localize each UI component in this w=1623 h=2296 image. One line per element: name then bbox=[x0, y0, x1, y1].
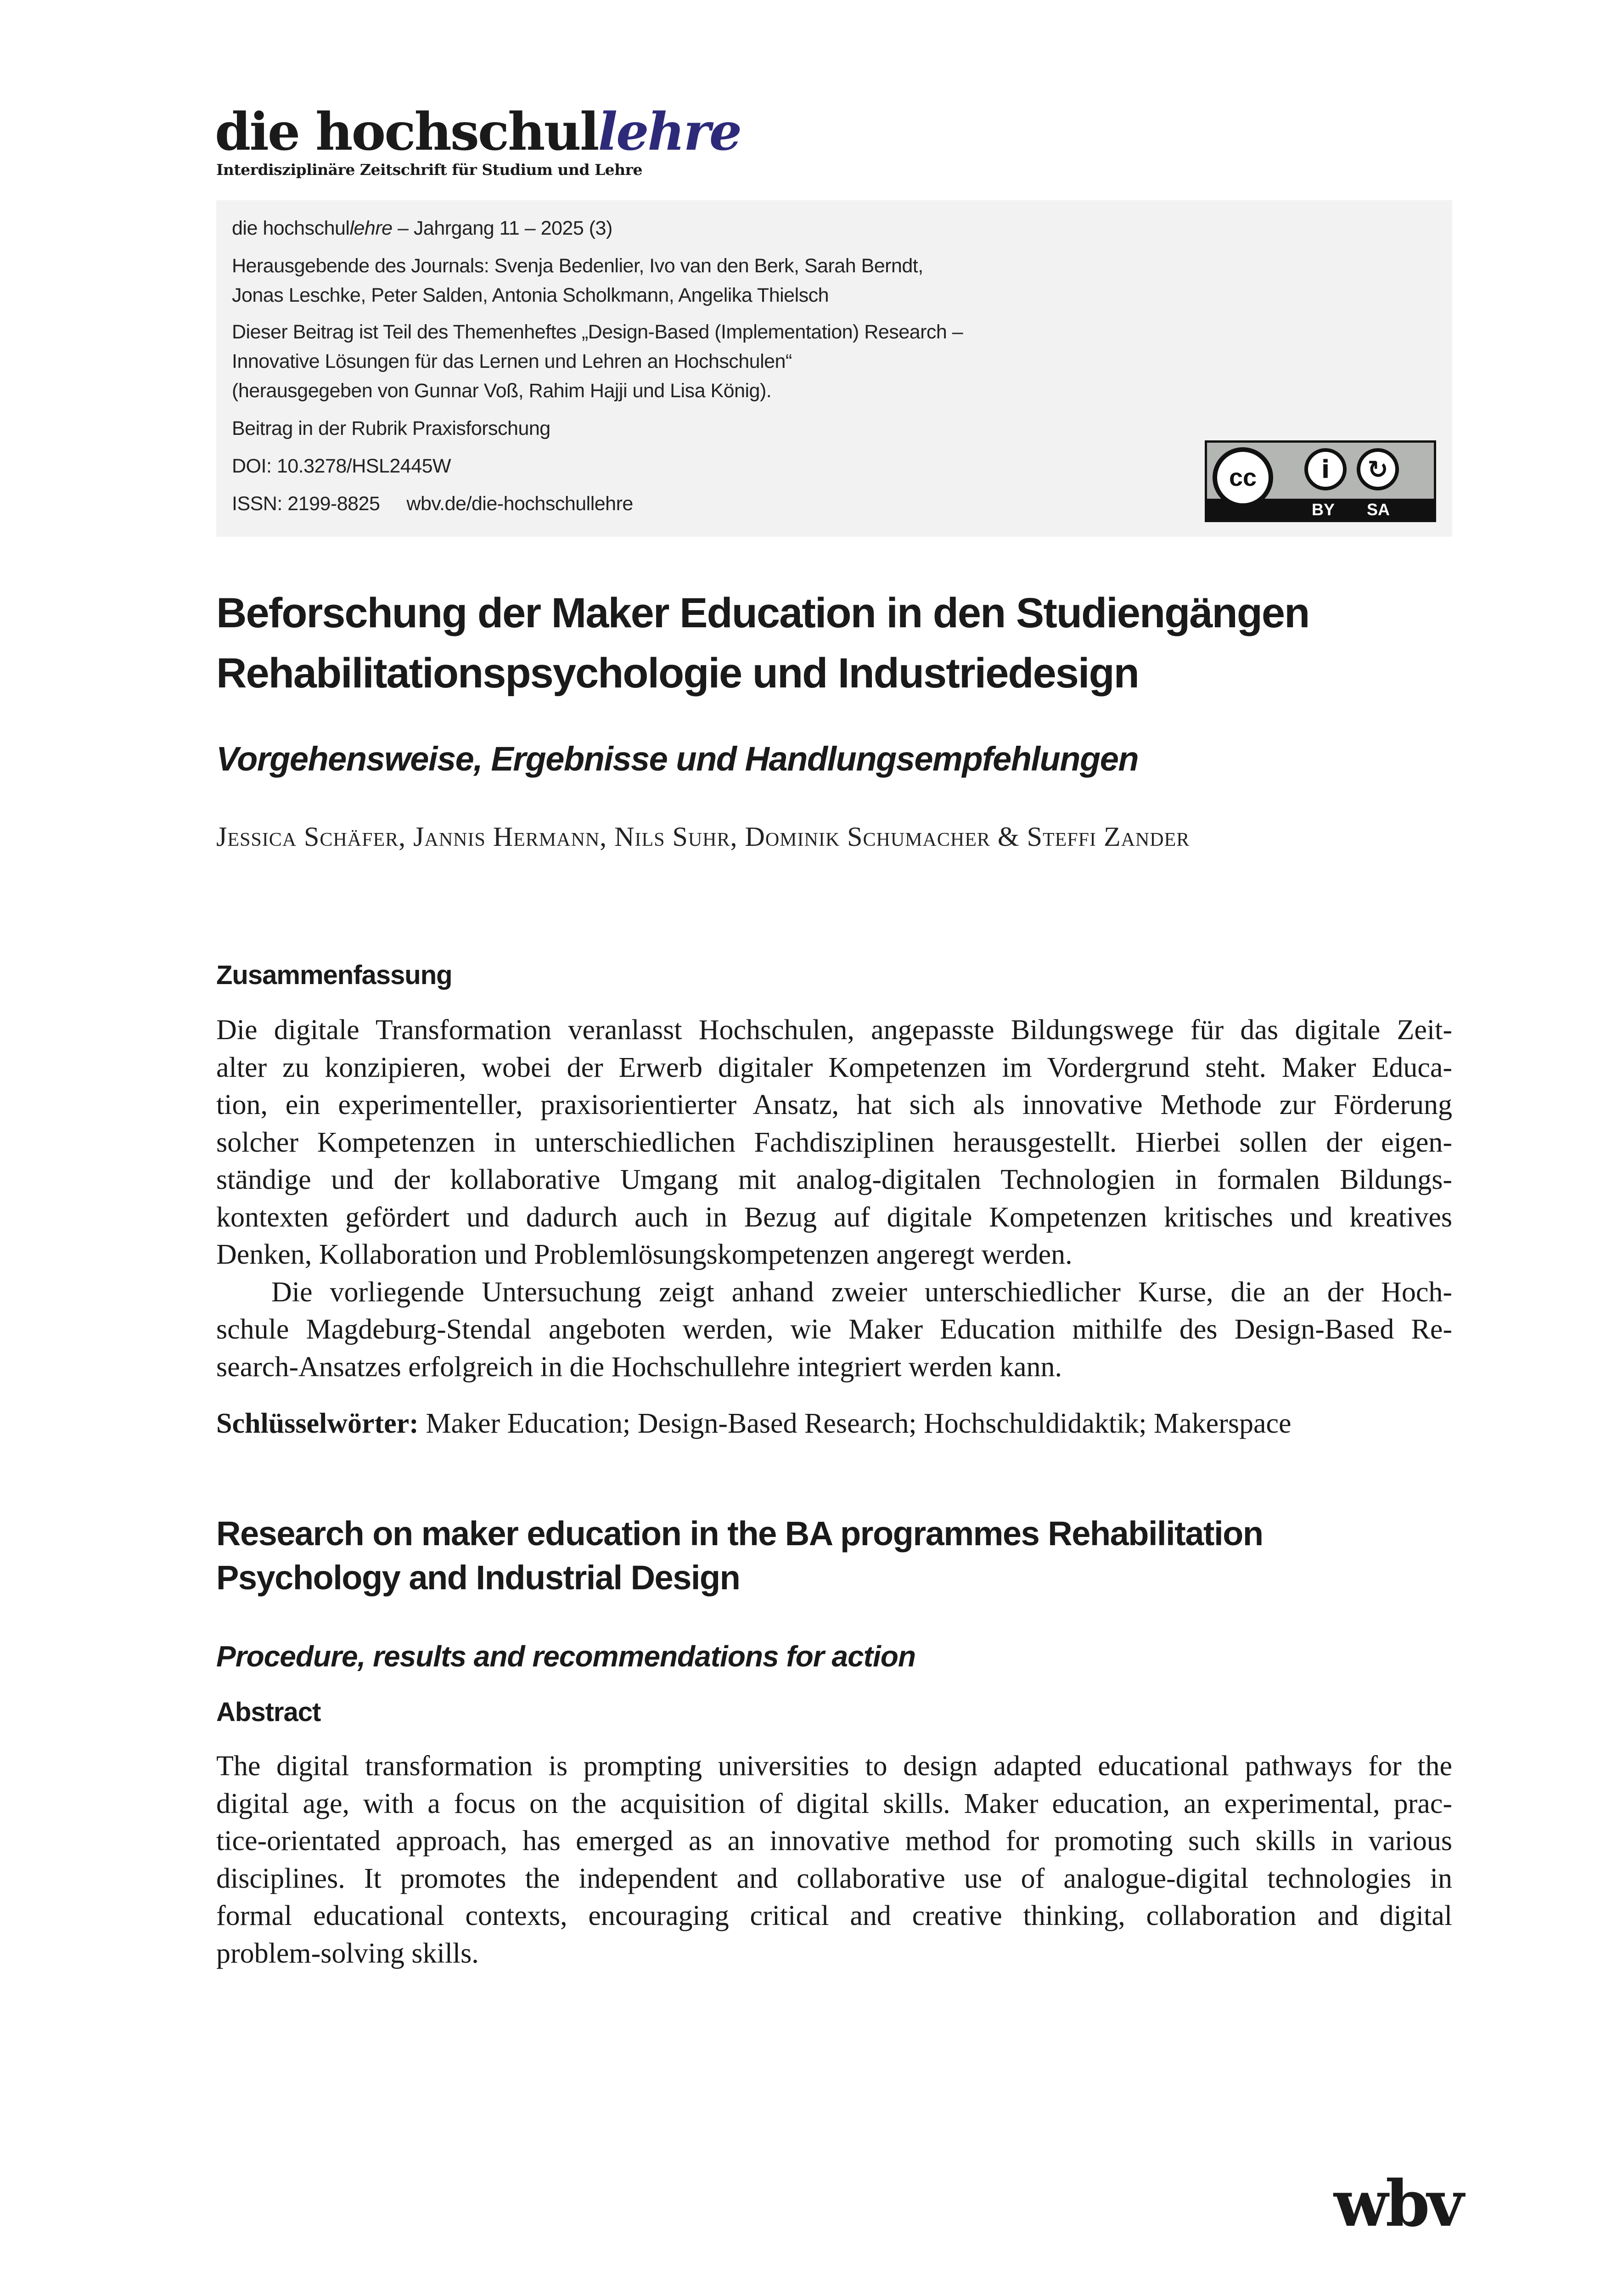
text-line: Die digitale Transformation veranlasst Hochschulen, angepasste Bildungswege für das digitale Zeit- bbox=[216, 1014, 1452, 1046]
text-line: digital age, with a focus on the acquisition of digital skills. Maker education, an experimental, prac- bbox=[216, 1788, 1452, 1819]
text-line: Die vorliegende Untersuchung zeigt anhand zweier unterschiedlicher Kurse, die an der Hoch- bbox=[271, 1276, 1452, 1308]
journal-url-link[interactable]: wbv.de/die-hochschullehre bbox=[406, 493, 633, 515]
article-subtitle: Vorgehensweise, Ergebnisse und Handlungsempfehlungen bbox=[216, 740, 1139, 778]
text-line: The digital transformation is prompting universities to design adapted educational pathways for the bbox=[216, 1750, 1452, 1782]
sa-label: SA bbox=[1367, 500, 1390, 519]
journal-info-box bbox=[216, 200, 1452, 537]
text-line: alter zu konzipieren, wobei der Erwerb digitaler Kompetenzen im Vordergrund steht. Maker Educa- bbox=[216, 1052, 1452, 1083]
english-title bbox=[216, 1512, 1263, 1600]
issue-line bbox=[232, 219, 612, 238]
text-line: formal educational contexts, encouraging critical and creative thinking, collaboration and digital bbox=[216, 1900, 1452, 1931]
text-line: kontexten gefördert und dadurch auch in Bezug auf digitale Kompetenzen kritisches und kreatives bbox=[216, 1201, 1452, 1233]
issue-volume: – Jahrgang 11 – 2025 (3) bbox=[392, 217, 612, 239]
english-title-line: Research on maker education in the BA programmes Rehabilitation bbox=[216, 1514, 1263, 1553]
text-line: disciplines. It promotes the independent and collaborative use of analogue-digital technologies in bbox=[216, 1863, 1452, 1894]
theme-line-3: (herausgegeben von Gunnar Voß, Rahim Hajji und Lisa König). bbox=[232, 380, 772, 402]
text-line: problem-solving skills. bbox=[216, 1937, 479, 1969]
text-line: search-Ansatzes erfolgreich in die Hochschullehre integriert werden kann. bbox=[216, 1351, 1062, 1383]
text-line: solcher Kompetenzen in unterschiedlichen Fachdisziplinen herausgestellt. Hierbei sollen der eigen- bbox=[216, 1126, 1452, 1158]
doi[interactable]: DOI: 10.3278/HSL2445W bbox=[232, 455, 451, 477]
editors-line-2: Jonas Leschke, Peter Salden, Antonia Scholkmann, Angelika Thielsch bbox=[232, 284, 829, 306]
keywords-list: Maker Education; Design-Based Research; Hochschuldidaktik; Makerspace bbox=[418, 1408, 1292, 1439]
authors: Jessica Schäfer, Jannis Hermann, Nils Suhr, Dominik Schumacher & Steffi Zander bbox=[216, 822, 1190, 852]
text-line: tion, ein experimenteller, praxisorientierter Ansatz, hat sich als innovative Methode zur Förderung bbox=[216, 1089, 1452, 1120]
zusammenfassung-body bbox=[216, 1012, 1452, 1386]
cc-by-sa-license-badge[interactable] bbox=[1205, 440, 1436, 522]
keywords-label: Schlüsselwörter: bbox=[216, 1408, 419, 1439]
article-title-line: Rehabilitationspsychologie und Industriedesign bbox=[216, 650, 1139, 697]
text-line: schule Magdeburg-Stendal angeboten werden, wie Maker Education mithilfe des Design-Based Re- bbox=[216, 1314, 1452, 1345]
share-alike-icon: ↻ bbox=[1357, 448, 1399, 490]
text-line: tice-orientated approach, has emerged as an innovative method for promoting such skills in various bbox=[216, 1825, 1452, 1857]
theme-line-2: Innovative Lösungen für das Lernen und Lehren an Hochschulen“ bbox=[232, 350, 792, 372]
issn: ISSN: 2199-8825 bbox=[232, 493, 380, 515]
journal-subtitle: Interdisziplinäre Zeitschrift für Studium und Lehre bbox=[216, 161, 643, 179]
article-title-line: Beforschung der Maker Education in den Studiengängen bbox=[216, 590, 1309, 636]
cc-icon: cc bbox=[1213, 447, 1273, 508]
english-subtitle: Procedure, results and recommendations for action bbox=[216, 1640, 915, 1673]
text-line: Denken, Kollaboration und Problemlösungskompetenzen angeregt werden. bbox=[216, 1239, 1073, 1270]
editors-line-1: Herausgebende des Journals: Svenja Bedenlier, Ivo van den Berk, Sarah Berndt, bbox=[232, 255, 923, 277]
journal-logo-accent: lehre bbox=[598, 102, 741, 162]
abstract-heading: Abstract bbox=[216, 1697, 321, 1727]
english-title-line: Psychology and Industrial Design bbox=[216, 1559, 740, 1597]
text-line: ständige und der kollaborative Umgang mit analog-digitalen Technologien in formalen Bildungs- bbox=[216, 1164, 1452, 1195]
issue-journal-accent: lehre bbox=[349, 217, 393, 239]
article-title bbox=[216, 583, 1309, 703]
attribution-icon: i bbox=[1304, 448, 1347, 490]
abstract-body bbox=[216, 1748, 1452, 1972]
issue-journal: die hochschul bbox=[232, 217, 350, 239]
journal-logo-main: die hochschul bbox=[215, 102, 598, 162]
zusammenfassung-heading: Zusammenfassung bbox=[216, 960, 452, 990]
rubric: Beitrag in der Rubrik Praxisforschung bbox=[232, 417, 550, 439]
by-label: BY bbox=[1312, 500, 1335, 519]
journal-logo bbox=[215, 102, 741, 162]
keywords bbox=[216, 1405, 1292, 1443]
theme-line-1: Dieser Beitrag ist Teil des Themenheftes „Design-Based (Implementation) Research – bbox=[232, 321, 963, 343]
issn-line bbox=[232, 494, 633, 514]
publisher-logo: wbv bbox=[1334, 2166, 1461, 2241]
